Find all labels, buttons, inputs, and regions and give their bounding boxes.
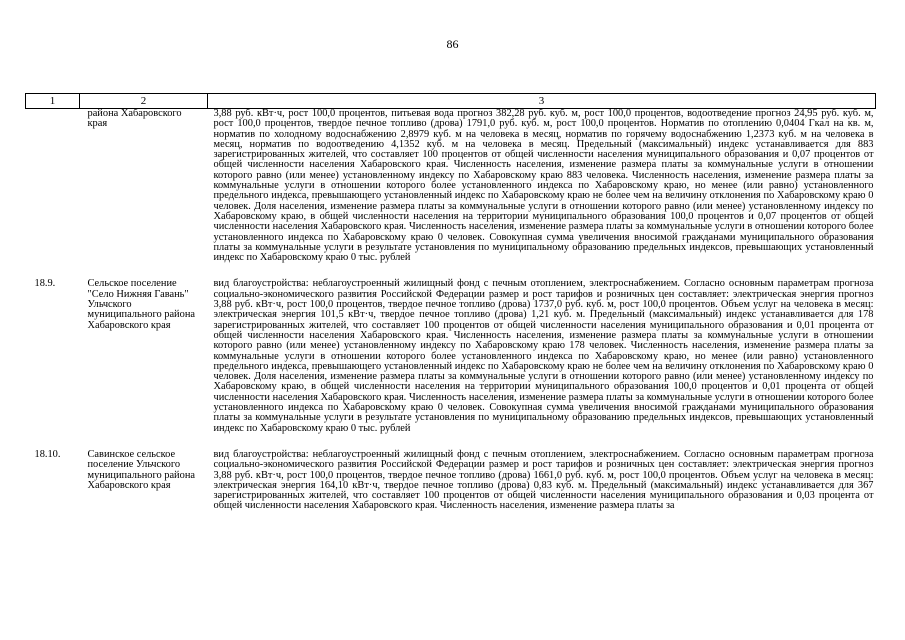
row-description: вид благоустройства: неблагоустроенный жилищный фонд с печным отоплением, электроснабжением. Согласно основным параметрам прогноза социально-экономического развития Российской Федерации размер и рост тарифов и розничных цен составляет: электрическая энергия прогноз 3,88 руб. кВт·ч, рост 100,0 процентов, твердое печное топливо (дрова) 1661,0 руб. куб. м, рост 100,0 процентов. Объем услуг на человека в месяц: электрическая энергия 164,10 кВт·ч, твердое печное топливо (дрова) 0,83 куб. м. Предельный (максимальный) индекс устанавливается для 367 зарегистрированных жителей, что составляет 100 процентов от общей численности населения муниципального образования и 0,03 процента от общей численности населения Хабаровского края. Численность населения, изменение размера платы за [213, 448, 874, 512]
row-description: вид благоустройства: неблагоустроенный жилищный фонд с печным отоплением, электроснабжением. Согласно основным параметрам прогноза социально-экономического развития Российской Федерации размер и рост тарифов и розничных цен составляет: электрическая энергия прогноз 3,88 руб. кВт·ч, рост 100,0 процентов, твердое печное топливо (дрова) 1737,0 руб. куб. м, рост 100,0 процентов. Объем услуг на человека в месяц: электрическая энергия 101,5 кВт·ч, твердое печное топливо (дрова) 1,21 куб. м. Предельный (максимальный) индекс устанавливается для 178 зарегистрированных жителей, что составляет 100 процентов от общей численности населения муниципального образования и 0,01 процента от общей численности населения Хабаровского края. Численность населения, изменение размера платы за коммунальные услуги в отношении которого равно (или менее) установленному индексу по Хабаровскому краю 178 человек. Численность населения, изменение размера платы за коммунальные услуги в отношении которого более установленного индекса по Хабаровскому краю, но менее (или равно) установленного предельного индекса, превышающего установленный индекс по Хабаровскому краю не более чем на величину отклонения по Хабаровскому краю 0 человек. Доля населения, изменение размера платы за коммунальные услуги в отношении которого равно (или менее) установленному индексу по Хабаровскому краю, в общей численности населения на территории муниципального образования 100,0 процентов и 0,01 процента от общей численности населения Хабаровского края. Численность населения, изменение размера платы за коммунальные услуги в отношении которого более установленного индекса по Хабаровскому краю 0 человек. Совокупная сумма увеличения вносимой гражданами муниципального образования платы за коммунальные услуги в результате установления по муниципальному образованию предельных индексов, превышающих установленный индекс по Хабаровскому краю 0 тыс. рублей [213, 278, 874, 434]
header-col-3: 3 [208, 94, 876, 109]
table-row [26, 109, 876, 264]
header-col-2: 2 [80, 94, 208, 109]
header-col-1: 1 [26, 94, 80, 109]
tariff-table [25, 93, 876, 512]
table-row [26, 434, 876, 512]
row-number [26, 109, 80, 264]
table-header-row [26, 94, 876, 109]
table-row [26, 263, 876, 433]
row-number: 18.10. [34, 448, 61, 460]
municipality-name: Савинское сельское поселение Ульчского муниципального района Хабаровского края [87, 448, 195, 491]
municipality-name: Сельское поселение "Село Нижняя Гавань" Ульчского муниципального района Хабаровского края [87, 278, 195, 331]
row-description: 3,88 руб. кВт·ч, рост 100,0 процентов, питьевая вода прогноз 382,28 руб. куб. м, рост 100,0 процентов, водоотведение прогноз 24,95 руб. куб. м, рост 100,0 процентов, твердое печное топливо (дрова) 1791,0 руб. куб. м, рост 100,0 процентов. Норматив по отоплению 0,0404 Гкал на кв. м, норматив по холодному водоснабжению 2,8979 куб. м на человека в месяц, норматив по горячему водоснабжению 1,2373 куб. м на человека в месяц, норматив по водоотведению 4,1352 куб. м на человека в месяц. Предельный (максимальный) индекс устанавливается для 883 зарегистрированных жителей, что составляет 100 процентов от общей численности населения муниципального образования и 0,07 процентов от общей численности населения Хабаровского края. Численность населения, изменение размера платы за коммунальные услуги в отношении которого равно (или менее) установленному индексу по Хабаровскому краю 883 человека. Численность населения, изменение размера платы за коммунальные услуги в отношении которого более установленного индекса по Хабаровскому краю, но менее (или равно) установленного предельного индекса, превышающего установленный индекс по Хабаровскому краю не более чем на величину отклонения по Хабаровскому краю 0 человек. Доля населения, изменение размера платы за коммунальные услуги в отношении которого равно (или менее) установленному индексу по Хабаровскому краю, в общей численности населения на территории муниципального образования 100,0 процентов и 0,07 процентов от общей численности населения Хабаровского края. Численность населения, изменение размера платы за коммунальные услуги в отношении которого более установленного индекса по Хабаровскому краю 0 человек. Совокупная сумма увеличения вносимой гражданами муниципального образования платы за коммунальные услуги в результате установления по муниципальному образованию предельных индексов, превышающих установленный индекс по Хабаровскому краю 0 тыс. рублей [213, 108, 874, 264]
page-number: 86 [446, 37, 459, 51]
row-number: 18.9. [34, 278, 56, 290]
municipality-name: района Хабаровского края [87, 108, 182, 130]
